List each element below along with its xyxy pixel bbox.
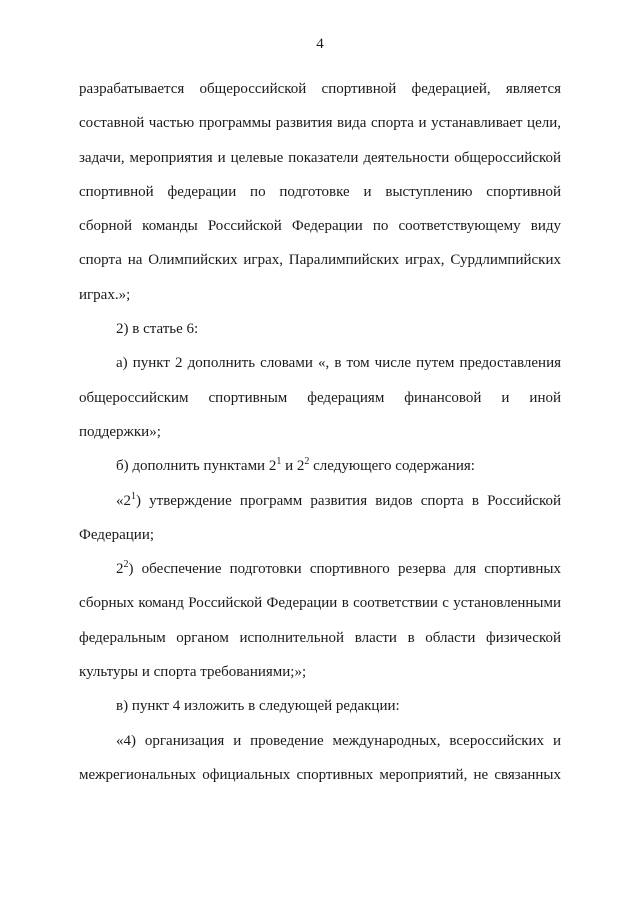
text-line: 2) в статье 6: — [116, 321, 199, 338]
text-line — [79, 552, 561, 586]
text-segment: «2 — [116, 492, 131, 509]
text-line: «4) организация и проведение международных, всероссийских и — [116, 732, 561, 749]
text-segment: 2 — [116, 561, 124, 578]
text-line: спортивной федерации по подготовке и выступлению спортивной — [79, 183, 561, 200]
paragraph-subitem-b — [79, 449, 561, 483]
text-line: спорта на Олимпийских играх, Паралимпийских играх, Сурдлимпийских — [79, 252, 561, 269]
document-body — [79, 72, 561, 792]
text-line: федеральным органом исполнительной власти в области физической — [79, 629, 561, 646]
text-line: Федерации; — [79, 526, 155, 543]
paragraph-point-2-1 — [79, 484, 561, 553]
text-line: разрабатывается общероссийской спортивной федерацией, является — [79, 81, 561, 97]
paragraph-point-2-2 — [79, 552, 561, 689]
text-line: в) пункт 4 изложить в следующей редакции: — [116, 698, 400, 715]
text-line: сборных команд Российской Федерации в соответствии с установленными — [79, 595, 561, 612]
superscript: 2 — [123, 559, 129, 571]
superscript: 2 — [304, 456, 310, 468]
text-line: культуры и спорта требованиями;»; — [79, 664, 307, 681]
text-line: играх.»; — [79, 286, 131, 303]
superscript: 1 — [276, 456, 282, 468]
text-segment: ) обеспечение подготовки спортивного резерва для спортивных — [128, 561, 561, 578]
paragraph-subitem-v — [79, 689, 561, 723]
text-segment: б) дополнить пунктами 2 — [116, 458, 277, 475]
text-line — [79, 449, 561, 483]
text-line: а) пункт 2 дополнить словами «, в том числе путем предоставления — [116, 355, 561, 372]
text-line: общероссийским спортивным федерациям финансовой и иной — [79, 389, 561, 406]
text-segment: ) утверждение программ развития видов спорта в Российской — [136, 492, 561, 509]
text-line — [79, 484, 561, 518]
text-line: поддержки»; — [79, 423, 161, 440]
text-segment: следующего содержания: — [309, 458, 475, 475]
superscript: 1 — [131, 490, 136, 502]
text-line: межрегиональных официальных спортивных мероприятий, не связанных — [79, 766, 561, 783]
page-number: 4 — [316, 36, 324, 52]
text-line: задачи, мероприятия и целевые показатели деятельности общероссийской — [79, 149, 561, 166]
text-segment: и 2 — [281, 458, 305, 475]
text-line: составной частью программы развития вида спорта и устанавливает цели, — [79, 115, 561, 132]
paragraph-continuation — [79, 72, 561, 312]
paragraph-item-2 — [79, 312, 561, 346]
paragraph-point-4 — [79, 724, 561, 793]
paragraph-subitem-a — [79, 346, 561, 449]
text-line: сборной команды Российской Федерации по соответствующему виду — [79, 218, 561, 235]
